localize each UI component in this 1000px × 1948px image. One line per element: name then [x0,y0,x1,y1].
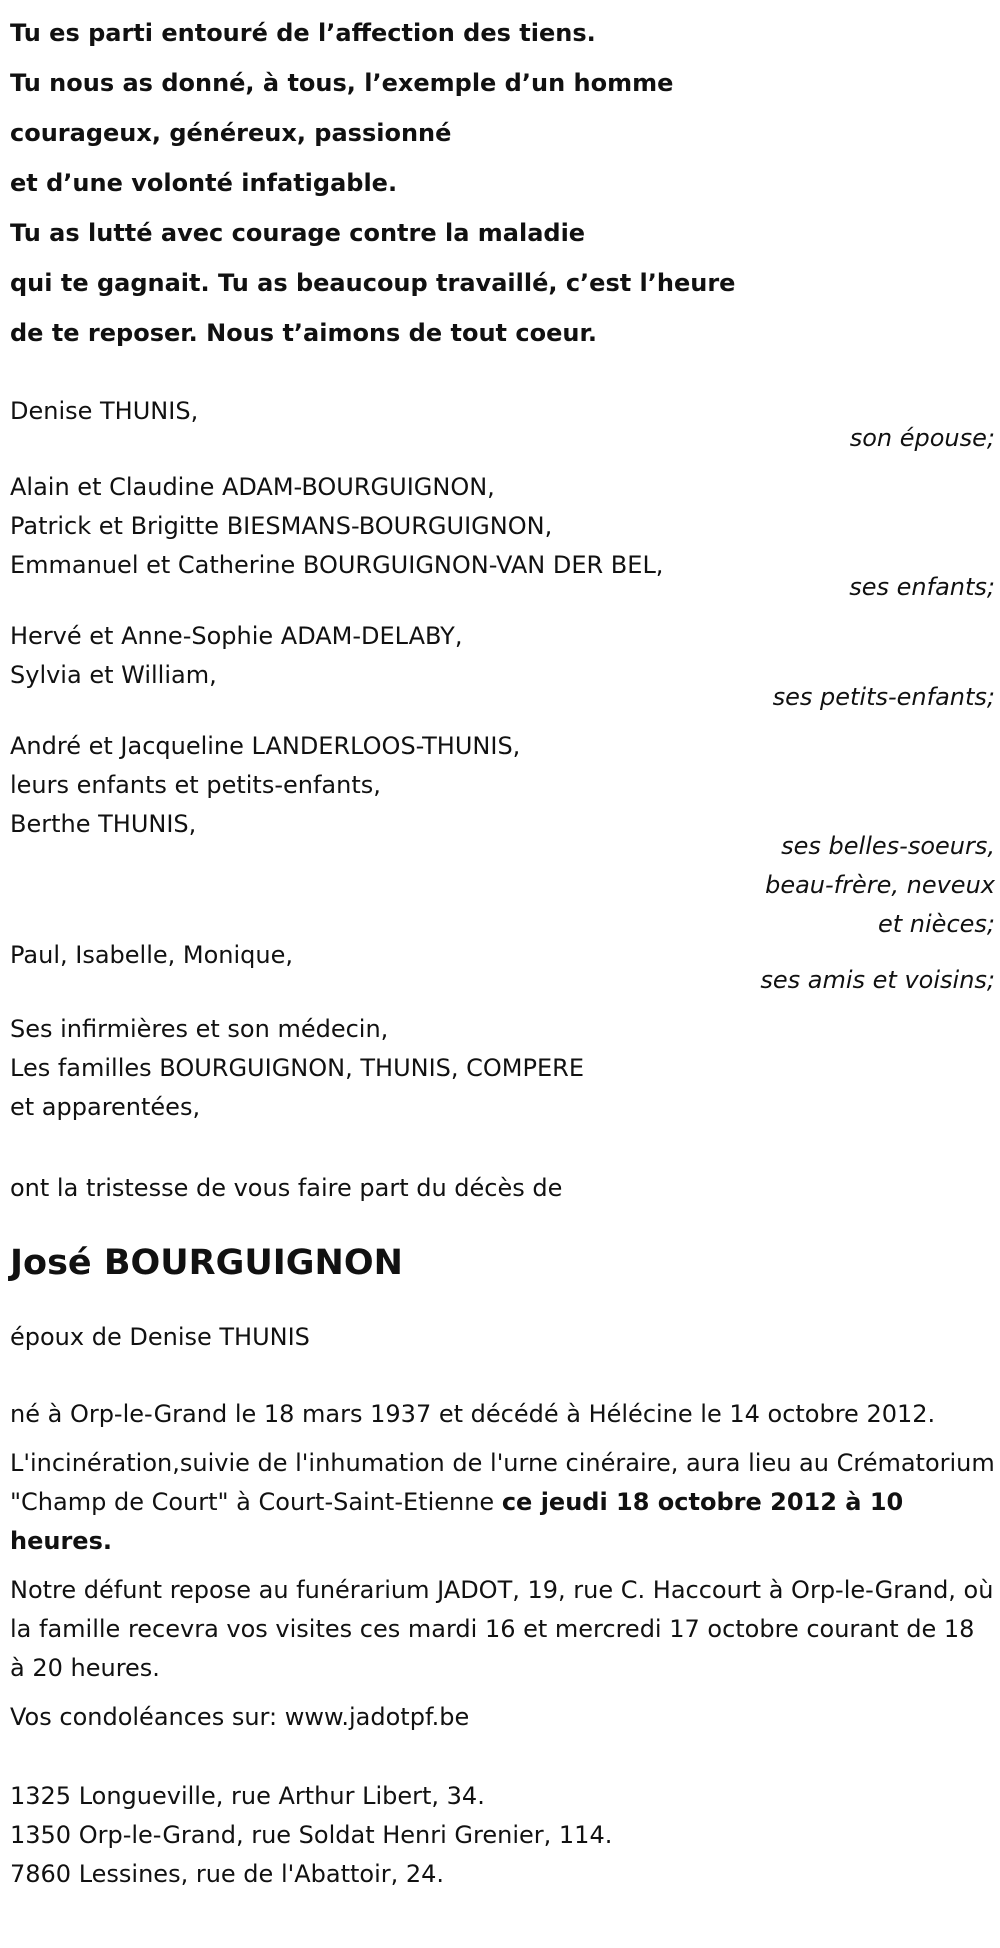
family-name-line: Hervé et Anne-Sophie ADAM-DELABY, [10,622,463,650]
address-line: 1350 Orp-le-Grand, rue Soldat Henri Grenier, 114. [10,1821,613,1849]
birth-death-text: né à Orp-le-Grand le 18 mars 1937 et décédé à Hélécine le 14 octobre 2012. [10,1400,936,1428]
family-group-spouse [10,392,995,458]
family-list [10,392,995,1127]
family-name-line: Les familles BOURGUIGNON, THUNIS, COMPERE [10,1054,584,1082]
family-name-line: Paul, Isabelle, Monique, [10,941,293,969]
poem [10,0,995,358]
family-role [10,827,995,944]
family-role-line: et nièces; [878,910,995,938]
family-group-in-laws [10,727,995,944]
funeral-home-text: Notre défunt repose au funérarium JADOT, 19, rue C. Haccourt à Orp-le-Grand, où la famille recevra vos visites ces mardi 16 et mercredi 17 octobre courant de 18 à 20 heures. [10,1576,994,1682]
address-line: 7860 Lessines, rue de l'Abattoir, 24. [10,1860,445,1888]
family-group-friends [10,936,995,1000]
ceremony-details: L'incinération,suivie de l'inhumation de l'urne cinéraire, aura lieu au Crématorium "Champ de Court" à Court-Saint-Etienne [10,1449,995,1516]
poem-line: Tu nous as donné, à tous, l’exemple d’un homme [10,69,674,97]
announcement: ont la tristesse de vous faire part du décès de [10,1174,563,1202]
poem-line: courageux, généreux, passionné [10,119,452,147]
family-role: ses petits-enfants; [772,683,995,711]
family-role-line: ses belles-soeurs, [781,832,995,860]
poem-line: Tu es parti entouré de l’affection des tiens. [10,19,596,47]
family-name-line: Alain et Claudine ADAM-BOURGUIGNON, [10,473,495,501]
condolences-text: Vos condoléances sur: www.jadotpf.be [10,1703,470,1731]
poem-line: et d’une volonté infatigable. [10,169,398,197]
family-name-line: André et Jacqueline LANDERLOOS-THUNIS, [10,732,521,760]
family-name-line: Denise THUNIS, [10,397,199,425]
family-name-line: Patrick et Brigitte BIESMANS-BOURGUIGNON, [10,512,553,540]
family-name-line: Emmanuel et Catherine BOURGUIGNON-VAN DER BEL, [10,551,664,579]
ceremony-text [10,1444,995,1561]
family-name-line: Sylvia et William, [10,661,217,689]
poem-line: de te reposer. Nous t’aimons de tout coeur. [10,319,597,347]
family-name-line: leurs enfants et petits-enfants, [10,771,381,799]
family-names [10,1010,995,1127]
family-role: ses amis et voisins; [760,966,995,994]
deceased-name: José BOURGUIGNON [10,1243,403,1283]
spouse-line: époux de Denise THUNIS [10,1323,310,1351]
family-group-others [10,1010,995,1127]
poem-line: Tu as lutté avec courage contre la maladie [10,219,586,247]
address-list [10,1777,995,1894]
family-group-children [10,468,995,607]
address-line: 1325 Longueville, rue Arthur Libert, 34. [10,1782,485,1810]
poem-line: qui te gagnait. Tu as beaucoup travaillé, c’est l’heure [10,269,736,297]
ceremony-date-time: ce jeudi 18 octobre 2012 à 10 heures. [10,1488,904,1555]
family-name-line: Ses infirmières et son médecin, [10,1015,389,1043]
family-role-line: beau-frère, neveux [765,871,995,899]
family-role: ses enfants; [849,573,995,601]
family-role: son épouse; [849,424,995,452]
family-name-line: Berthe THUNIS, [10,810,197,838]
family-group-grandchildren [10,617,995,717]
family-name-line: et apparentées, [10,1093,201,1121]
